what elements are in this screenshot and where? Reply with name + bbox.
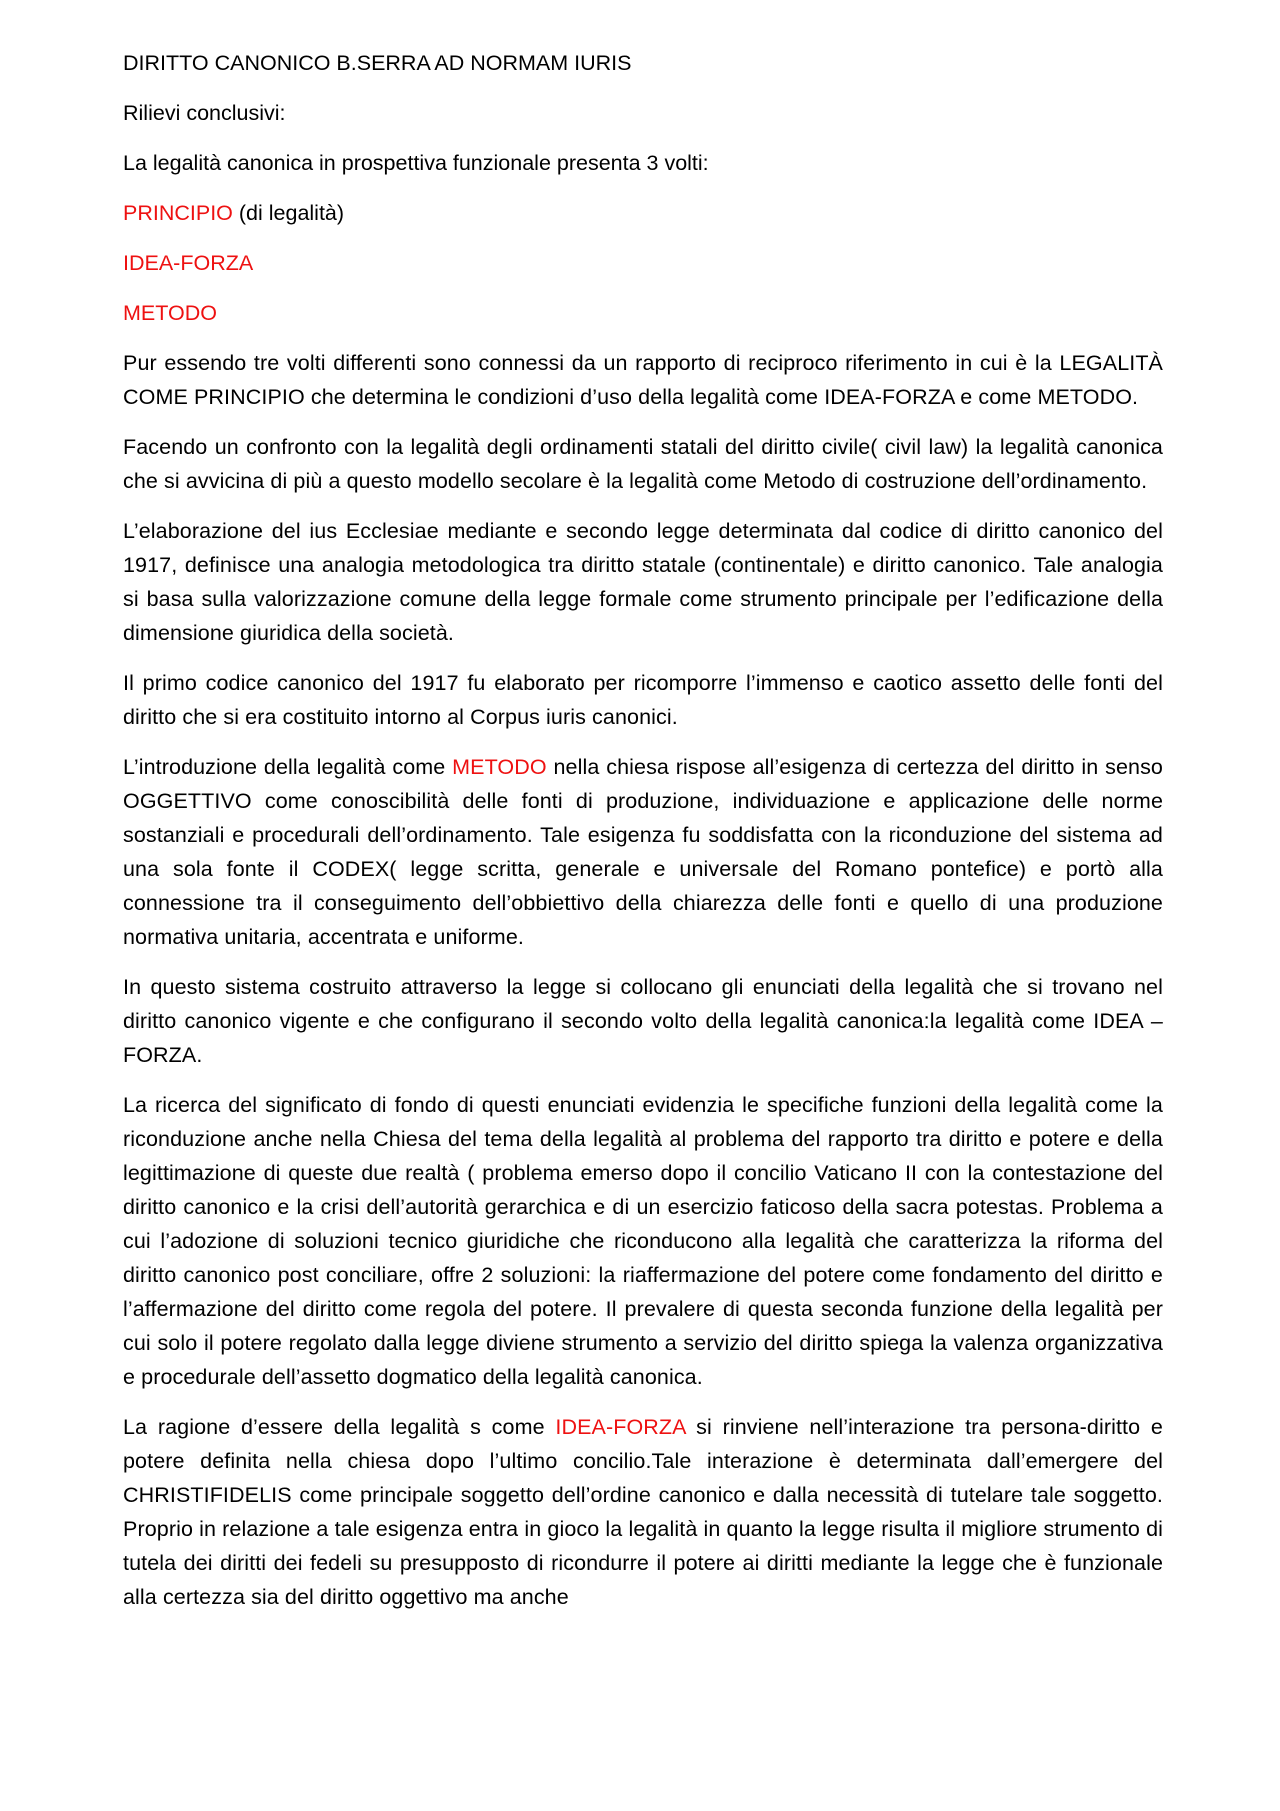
- face-principio-note: (di legalità): [232, 201, 345, 225]
- document-title: DIRITTO CANONICO B.SERRA AD NORMAM IURIS: [123, 51, 632, 75]
- document-page: [123, 46, 1163, 1630]
- paragraph-7: La ricerca del significato di fondo di questi enunciati evidenzia le specifiche funzioni della legalità come la riconduzione anche nella Chiesa del tema della legalità al problema del rapporto tra diritto e potere e della legittimazione di queste due realtà ( problema emerso dopo il concilio Vaticano II con la contestazione del diritto canonico e la crisi dell’autorità gerarchica e di un esercizio faticoso della sacra potestas. Problema a cui l’adozione di soluzioni tecnico giuridiche che riconducono alla legalità che caratterizza la riforma del diritto canonico post conciliare, offre 2 soluzioni: la riaffermazione del potere come fondamento del diritto e l’affermazione del diritto come regola del potere. Il prevalere di questa seconda funzione della legalità per cui solo il potere regolato dalla legge diviene strumento a servizio del diritto spiega la valenza organizzativa e procedurale dell’assetto dogmatico della legalità canonica.: [123, 1093, 1163, 1389]
- paragraph-5-start: L’introduzione della legalità come: [123, 755, 453, 779]
- paragraph-2: Facendo un confronto con la legalità degli ordinamenti statali del diritto civile( civil law) la legalità canonica che si avvicina di più a questo modello secolare è la legalità come Metodo di costruzione dell’ordinamento.: [123, 435, 1163, 493]
- face-principio-label: PRINCIPIO: [123, 201, 233, 225]
- statement-line: La legalità canonica in prospettiva funzionale presenta 3 volti:: [123, 151, 709, 175]
- face-idea-forza: IDEA-FORZA: [123, 251, 254, 275]
- face-metodo: METODO: [123, 301, 217, 325]
- intro-line: Rilievi conclusivi:: [123, 101, 286, 125]
- paragraph-1: Pur essendo tre volti differenti sono connessi da un rapporto di reciproco riferimento in cui è la LEGALITÀ COME PRINCIPIO che determina le condizioni d’uso della legalità come IDEA-FORZA e come METODO.: [123, 351, 1163, 409]
- paragraph-8-end: si rinviene nell’interazione tra persona-diritto e potere definita nella chiesa dopo l’ultimo concilio.Tale interazione è determinata dall’emergere del CHRISTIFIDELIS come principale soggetto dell’ordine canonico e dalla necessità di tutelare tale soggetto. Proprio in relazione a tale esigenza entra in gioco la legalità in quanto la legge risulta il migliore strumento di tutela dei diritti dei fedeli su presupposto di ricondurre il potere ai diritti mediante la legge che è funzionale alla certezza sia del diritto oggettivo ma anche: [123, 1415, 1163, 1609]
- face-principio: [123, 196, 1163, 230]
- paragraph-6: In questo sistema costruito attraverso la legge si collocano gli enunciati della legalità che si trovano nel diritto canonico vigente e che configurano il secondo volto della legalità canonica:la legalità come IDEA –FORZA.: [123, 975, 1163, 1067]
- paragraph-5: [123, 750, 1163, 954]
- paragraph-8-start: La ragione d’essere della legalità s come: [123, 1415, 556, 1439]
- paragraph-8: [123, 1410, 1163, 1614]
- paragraph-5-highlight: METODO: [452, 755, 547, 779]
- paragraph-3: L’elaborazione del ius Ecclesiae mediante e secondo legge determinata dal codice di diritto canonico del 1917, definisce una analogia metodologica tra diritto statale (continentale) e diritto canonico. Tale analogia si basa sulla valorizzazione comune della legge formale come strumento principale per l’edificazione della dimensione giuridica della società.: [123, 519, 1163, 645]
- paragraph-8-highlight: IDEA-FORZA: [555, 1415, 686, 1439]
- paragraph-4: Il primo codice canonico del 1917 fu elaborato per ricomporre l’immenso e caotico assetto delle fonti del diritto che si era costituito intorno al Corpus iuris canonici.: [123, 671, 1163, 729]
- paragraph-5-end: nella chiesa rispose all’esigenza di certezza del diritto in senso OGGETTIVO come conoscibilità delle fonti di produzione, individuazione e applicazione delle norme sostanziali e procedurali dell’ordinamento. Tale esigenza fu soddisfatta con la riconduzione del sistema ad una sola fonte il CODEX( legge scritta, generale e universale del Romano pontefice) e portò alla connessione tra il conseguimento dell’obbiettivo della chiarezza delle fonti e quello di una produzione normativa unitaria, accentrata e uniforme.: [123, 755, 1163, 949]
